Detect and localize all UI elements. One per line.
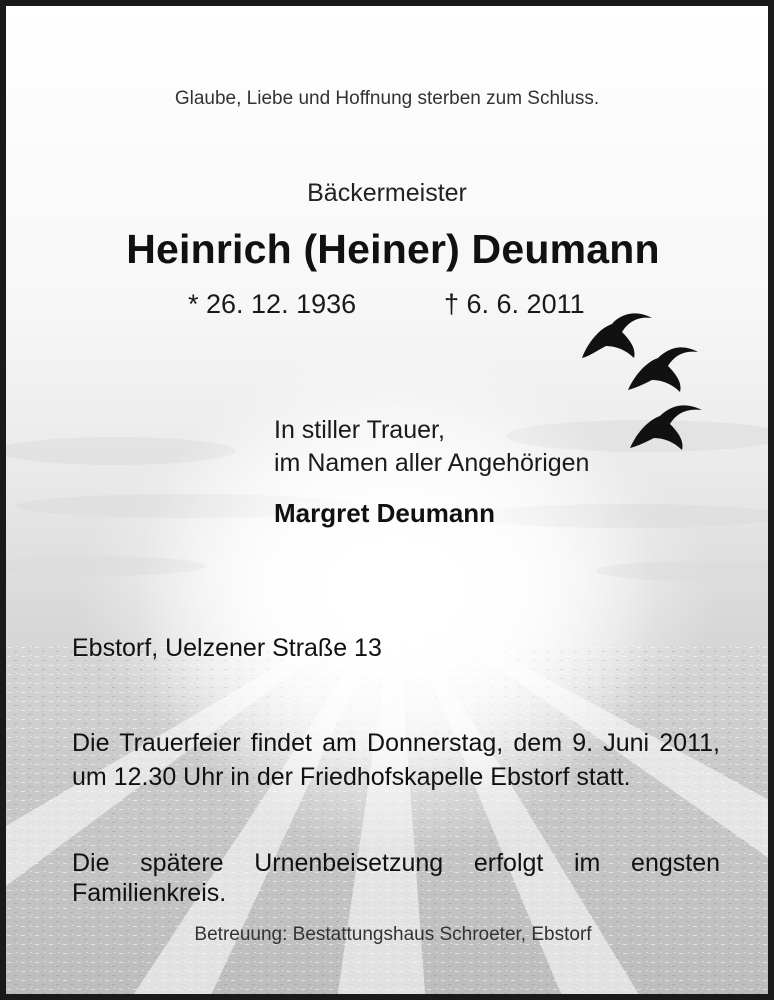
deceased-name: Heinrich (Heiner) Deumann [126, 226, 660, 272]
funeral-info: Die Trauerfeier findet am Donnerstag, dem 9. Juni 2011, um 12.30 Uhr in der Friedhofskapelle Ebstorf statt. [72, 729, 720, 791]
urn-burial-info: Die spätere Urnenbeisetzung erfolgt im engsten Familienkreis. [72, 849, 720, 907]
profession: Bäckermeister [307, 179, 467, 207]
motto: Glaube, Liebe und Hoffnung sterben zum Schluss. [174, 88, 600, 109]
address: Ebstorf, Uelzener Straße 13 [72, 634, 382, 662]
birth-date: * 26. 12. 1936 [188, 289, 357, 319]
undertaker: Betreuung: Bestattungshaus Schroeter, Ebstorf [194, 924, 592, 945]
death-date: † 6. 6. 2011 [444, 289, 585, 319]
mourner-name: Margret Deumann [274, 498, 496, 528]
mourning-line-1: In stiller Trauer, [274, 416, 445, 444]
mourning-line-2: im Namen aller Angehörigen [274, 449, 590, 477]
